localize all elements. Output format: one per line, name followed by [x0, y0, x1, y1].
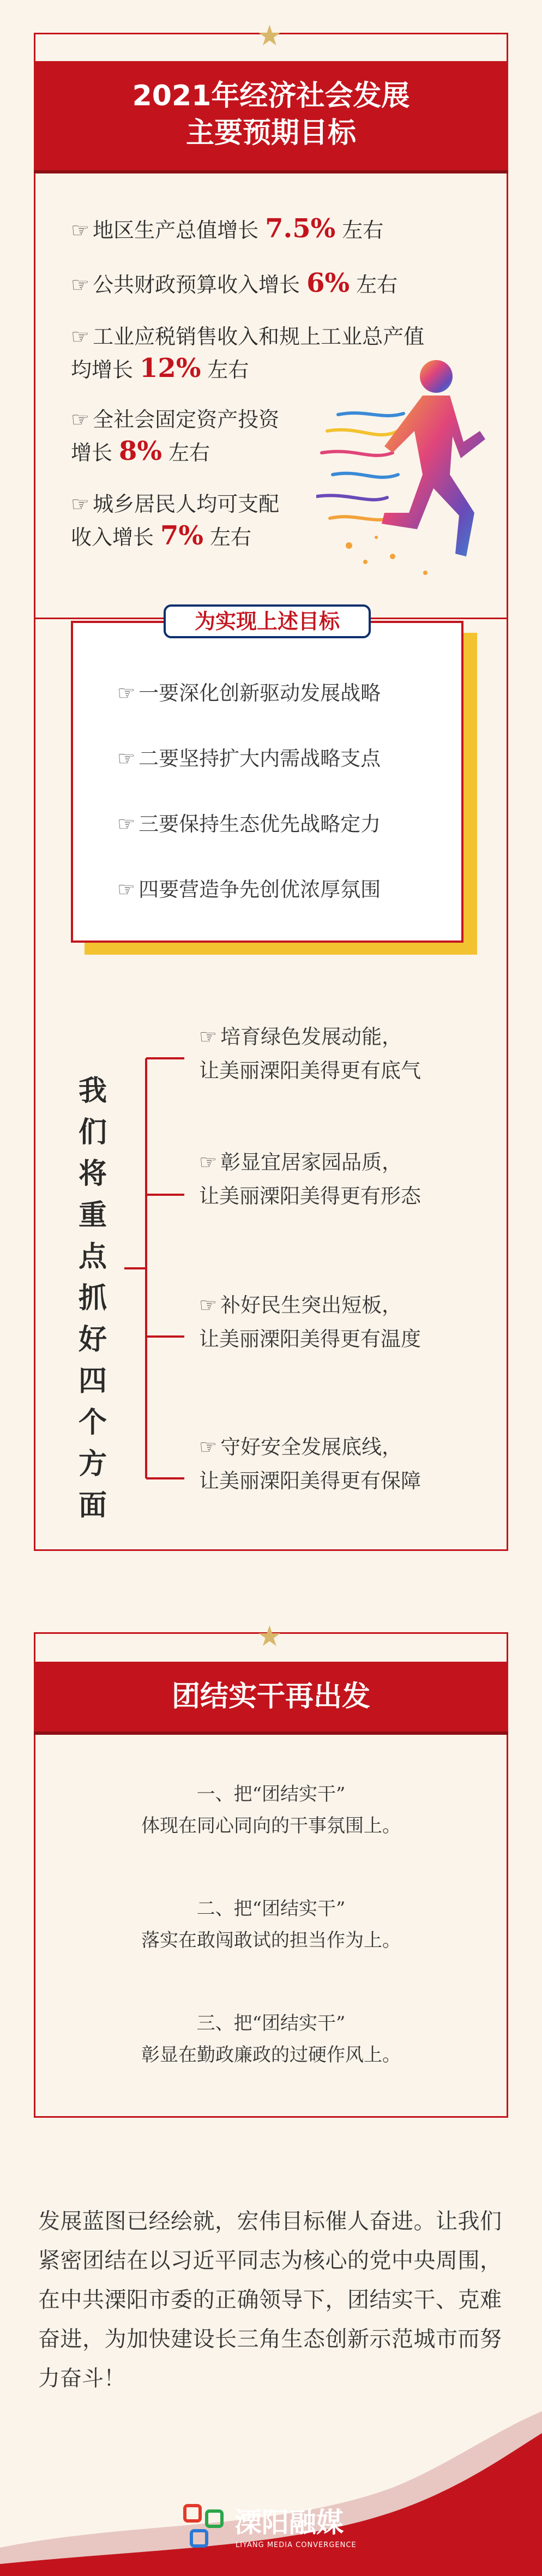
- focus-vertical-title: 我们将重点抓好四个方面: [78, 1075, 107, 1522]
- goal-value: 6%: [306, 268, 350, 298]
- goals-title-banner: [34, 61, 508, 170]
- solidarity-item: 二、把“团结实干” 落实在敢闯敢试的担当作为上。: [141, 1898, 401, 1951]
- strategy-item: ☞ 三要保持生态优先战略定力: [117, 812, 381, 836]
- goal-item: ☞ 城乡居民人均可支配 收入增长 7% 左右: [71, 492, 280, 551]
- pointing-hand-icon: ☞: [71, 325, 90, 349]
- star-icon: ★: [257, 20, 282, 52]
- focus-item: ☞ 守好安全发展底线， 让美丽溧阳美得更有保障: [199, 1435, 421, 1493]
- strategy-title: 为实现上述目标: [194, 609, 340, 633]
- closing-paragraph: 发展蓝图已经绘就，宏伟目标催人奋进。让我们紧密团结在以习近平同志为核心的党中央周围，在中共溧阳市委的正确领导下，团结实干、克难奋进，为加快建设长三角生态创新示范城市而努力奋斗！: [38, 2209, 502, 2391]
- footer-logo: [180, 2499, 365, 2559]
- pointing-hand-icon: ☞: [199, 1435, 218, 1459]
- goal-item: ☞ 工业应税销售收入和规上工业总产值 均增长 12% 左右: [71, 325, 425, 384]
- pointing-hand-icon: ☞: [199, 1025, 218, 1049]
- pointing-hand-icon: ☞: [71, 408, 90, 432]
- goal-item: ☞ 地区生产总值增长 7.5% 左右: [71, 213, 384, 244]
- pointing-hand-icon: ☞: [117, 681, 136, 705]
- goal-value: 7.5%: [265, 213, 336, 244]
- section-divider: [34, 1549, 508, 1551]
- pointing-hand-icon: ☞: [71, 273, 90, 297]
- pointing-hand-icon: ☞: [71, 218, 90, 242]
- focus-item: ☞ 培育绿色发展动能， 让美丽溧阳美得更有底气: [199, 1025, 421, 1082]
- focus-item: ☞ 彰显宜居家园品质， 让美丽溧阳美得更有形态: [199, 1151, 421, 1208]
- pointing-hand-icon: ☞: [117, 878, 136, 901]
- strategy-title-badge: [164, 604, 371, 638]
- goal-value: 12%: [140, 353, 201, 384]
- strategy-item: ☞ 一要深化创新驱动发展战略: [117, 681, 381, 705]
- solidarity-item: 三、把“团结实干” 彰显在勤政廉政的过硬作风上。: [141, 2012, 401, 2066]
- goal-item: ☞ 公共财政预算收入增长 6% 左右: [71, 268, 398, 298]
- pointing-hand-icon: ☞: [199, 1293, 218, 1317]
- runner-illustration: [316, 349, 491, 589]
- pointing-hand-icon: ☞: [199, 1151, 218, 1174]
- star-icon: ★: [257, 1620, 282, 1653]
- solidarity-item: 一、把“团结实干” 体现在同心同向的干事氛围上。: [141, 1783, 401, 1837]
- logo-subtext: LIYANG MEDIA CONVERGENCE: [236, 2541, 357, 2549]
- goals-title-line2: 主要预期目标: [185, 117, 356, 149]
- solidarity-title-banner: [34, 1662, 508, 1732]
- section-frame-left: [34, 619, 35, 1551]
- goal-value: 8%: [119, 436, 162, 466]
- focus-item: ☞ 补好民生突出短板， 让美丽溧阳美得更有温度: [199, 1293, 421, 1351]
- pointing-hand-icon: ☞: [71, 492, 90, 516]
- goals-title-line1: 2021年经济社会发展: [132, 80, 410, 112]
- pointing-hand-icon: ☞: [117, 747, 136, 770]
- solidarity-title: 团结实干再出发: [171, 1680, 370, 1713]
- logo-text: 溧阳融媒: [234, 2507, 344, 2538]
- goal-value: 7%: [160, 520, 204, 551]
- pointing-hand-icon: ☞: [117, 812, 136, 836]
- logo-mark-icon: [180, 2504, 229, 2553]
- goal-item: ☞ 全社会固定资产投资 增长 8% 左右: [71, 408, 280, 466]
- focus-bracket: [124, 1047, 190, 1500]
- strategy-item: ☞ 四要营造争先创优浓厚氛围: [117, 878, 381, 901]
- section-frame-right: [507, 619, 508, 1551]
- strategy-item: ☞ 二要坚持扩大内需战略支点: [117, 747, 381, 770]
